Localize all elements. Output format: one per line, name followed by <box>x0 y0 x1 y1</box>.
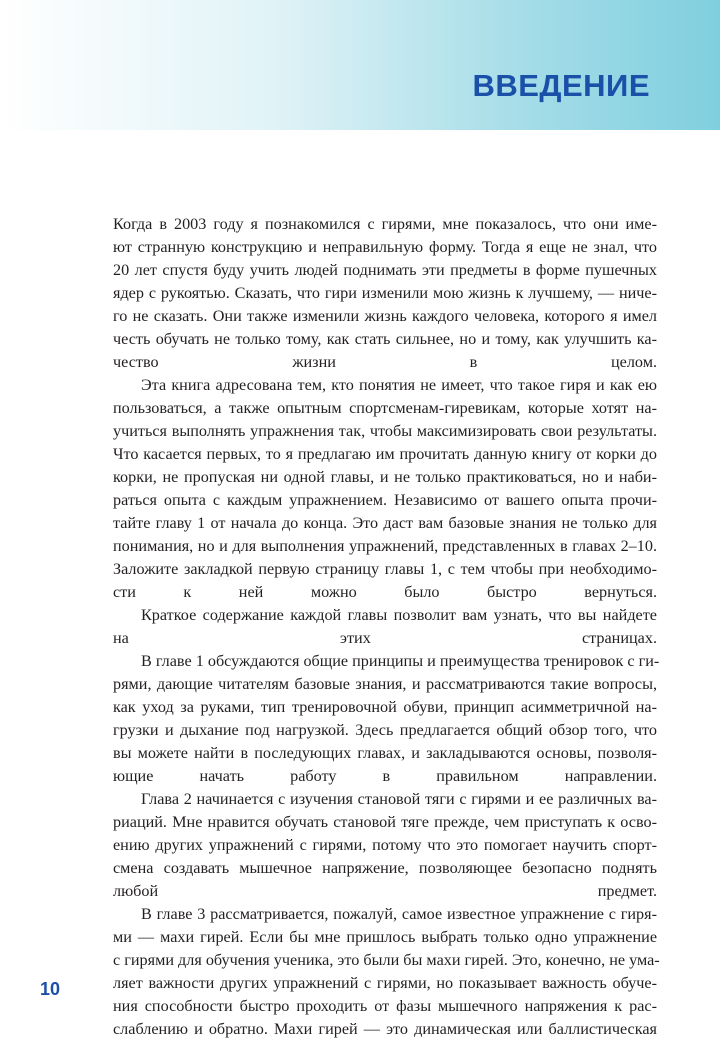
text-line: чество жизни в целом. <box>113 353 657 371</box>
text-line: с гирями для обучения ученика, это были бы махи гирей. Это, конечно, не ума- <box>113 951 660 969</box>
text-line: пользоваться, а также опытным спортсменам-гиревикам, которые хотят на- <box>113 399 657 417</box>
text-line: смена создавать мышечное напряжение, позволяющее безопасно поднять <box>113 859 657 877</box>
text-line: 20 лет спустя буду учить людей поднимать эти предметы в форме пушечных <box>113 261 657 279</box>
text-line: Заложите закладкой первую страницу главы 1, с тем чтобы при необходимо- <box>113 560 657 578</box>
text-line: слаблению и обратно. Махи гирей — это динамическая или баллистическая <box>113 1020 657 1038</box>
text-line: честь обучать не только тому, как стать сильнее, но и тому, как улучшить ка- <box>113 330 657 348</box>
header-band <box>0 0 720 130</box>
text-line: раться опыта с каждым упражнением. Независимо от вашего опыта прочи- <box>113 491 657 509</box>
paragraph-3 <box>113 604 657 650</box>
text-line: В главе 3 рассматривается, пожалуй, самое известное упражнение с гиря- <box>141 905 657 923</box>
text-line: тайте главу 1 от начала до конца. Это даст вам базовые знания не только для <box>113 514 657 532</box>
paragraph-5 <box>113 788 657 903</box>
text-line: Что касается первых, то я предлагаю им прочитать данную книгу от корки до <box>113 445 657 463</box>
chapter-title: ВВЕДЕНИЕ <box>472 68 650 103</box>
paragraph-1 <box>113 213 657 374</box>
text-line: ния способности быстро проходить от фазы мышечного напряжения к рас- <box>113 997 657 1015</box>
text-line: В главе 1 обсуждаются общие принципы и преимущества тренировок с ги- <box>141 652 660 670</box>
text-line: учиться выполнять упражнения так, чтобы максимизировать свои результаты. <box>113 422 657 440</box>
text-line: сти к ней можно было быстро вернуться. <box>113 583 657 601</box>
text-line: понимания, но и для выполнения упражнений, представленных в главах 2–10. <box>113 537 657 555</box>
page-number: 10 <box>40 979 61 999</box>
text-line: вы можете найти в последующих главах, и закладываются основы, позволя- <box>113 744 657 762</box>
text-line: ют странную конструкцию и неправильную форму. Тогда я еще не знал, что <box>113 238 657 256</box>
text-line: на этих страницах. <box>113 629 657 647</box>
text-line: Глава 2 начинается с изучения становой тяги с гирями и ее различных ва- <box>141 790 657 808</box>
text-line: рями, дающие читателям базовые знания, и рассматриваются такие вопросы, <box>113 675 657 693</box>
paragraph-2 <box>113 374 657 604</box>
text-line: корки, не пропуская ни одной главы, и не только практиковаться, но и наби- <box>113 468 657 486</box>
text-line: Краткое содержание каждой главы позволит вам узнать, что вы найдете <box>141 606 657 624</box>
text-line: ядер с рукоятью. Сказать, что гири изменили мою жизнь к лучшему, — ниче- <box>113 284 657 302</box>
text-line: ми — махи гирей. Если бы мне пришлось выбрать только одно упражнение <box>113 928 657 946</box>
text-line: ению других упражнений с гирями, потому что это помогает научить спорт- <box>113 836 657 854</box>
text-line: ляет важности других упражнений с гирями, но показывает важность обуче- <box>113 974 657 992</box>
text-line: любой предмет. <box>113 882 657 900</box>
paragraph-6 <box>113 903 660 1041</box>
text-line: грузки и дыхание под нагрузкой. Здесь предлагается общий обзор того, что <box>113 721 657 739</box>
text-line: как уход за руками, тип тренировочной обуви, принцип асимметричной на- <box>113 698 657 716</box>
text-line: Когда в 2003 году я познакомился с гирями, мне показалось, что они име- <box>113 215 657 233</box>
text-line: ющие начать работу в правильном направлении. <box>113 767 657 785</box>
body-text <box>113 213 660 1041</box>
paragraph-4 <box>113 650 660 788</box>
text-line: риаций. Мне нравится обучать становой тяге прежде, чем приступать к осво- <box>113 813 657 831</box>
text-line: Эта книга адресована тем, кто понятия не имеет, что такое гиря и как ею <box>141 376 657 394</box>
text-line: го не сказать. Они также изменили жизнь каждого человека, которого я имел <box>113 307 657 325</box>
